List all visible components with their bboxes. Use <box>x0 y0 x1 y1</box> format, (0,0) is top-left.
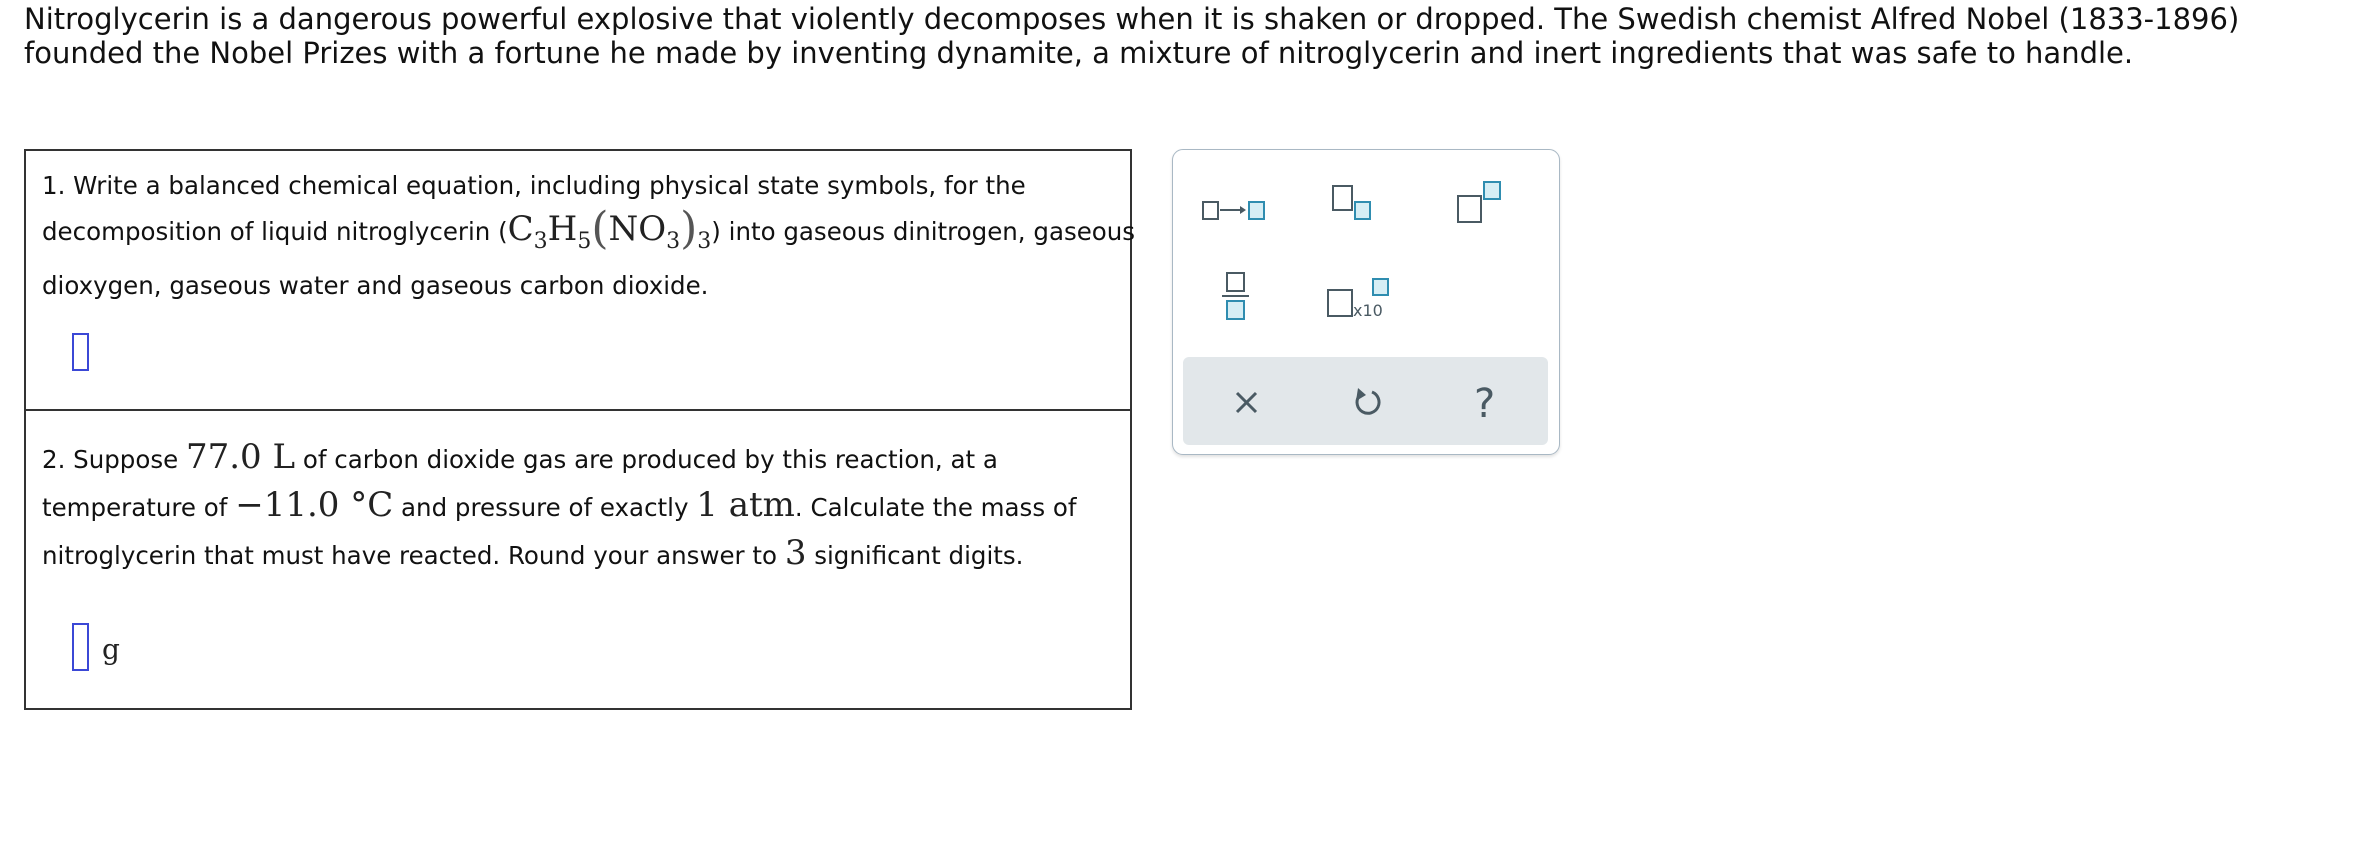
clear-icon <box>1216 371 1276 431</box>
scientific-notation-icon <box>1323 270 1413 330</box>
volume-value: 77.0 <box>185 437 262 477</box>
formula-h-sub: 5 <box>577 229 592 254</box>
help-button[interactable] <box>1456 371 1516 431</box>
q2-line-1-pre: 2. Suppose <box>42 445 186 474</box>
nitroglycerin-formula <box>507 203 712 254</box>
q1-line-2 <box>42 203 1136 254</box>
sig-digits-value: 3 <box>784 533 807 573</box>
question-2 <box>26 411 1130 710</box>
pressure-unit: atm <box>728 485 795 525</box>
equation-answer-input[interactable] <box>72 333 89 371</box>
x10-label: x10 <box>1353 301 1383 320</box>
temperature-unit-space <box>339 485 350 525</box>
q2-line-3 <box>42 533 1023 573</box>
mass-answer-input[interactable] <box>72 623 89 671</box>
question-panel <box>24 149 1136 710</box>
formula-open-paren: ( <box>591 203 609 254</box>
formula-close-paren: ) <box>680 203 698 254</box>
undo-icon <box>1336 371 1396 431</box>
pressure-unit-space <box>718 485 729 525</box>
q1-line-2-post: ) into gaseous dinitrogen, gaseous <box>711 217 1136 246</box>
formula-no-sub: 3 <box>666 229 681 254</box>
formula-c: C <box>507 209 534 249</box>
q2-line-3-post: significant digits. <box>806 541 1024 570</box>
subscript-template-icon <box>1328 176 1408 236</box>
formula-h: H <box>547 209 578 249</box>
arrow-template-icon <box>1198 180 1278 240</box>
fraction-template-button[interactable] <box>1218 270 1298 330</box>
superscript-template-icon <box>1453 176 1533 236</box>
temperature-unit: °C <box>350 485 394 525</box>
help-icon <box>1456 371 1516 431</box>
subscript-template-button[interactable] <box>1328 176 1408 236</box>
pressure-value: 1 <box>696 485 718 525</box>
q1-line-2-pre: decomposition of liquid nitroglycerin ( <box>42 217 508 246</box>
q1-line-3: dioxygen, gaseous water and gaseous carbon dioxide. <box>42 271 709 300</box>
q2-line-1-post: of carbon dioxide gas are produced by this reaction, at a <box>295 445 998 474</box>
problem-intro: Nitroglycerin is a dangerous powerful explosive that violently decomposes when it is shaken or dropped. The Swedish chemist Alfred Nobel (1833-1896) founded the Nobel Prizes with a fortune he made by inventing dynamite, a mixture of nitroglycerin and inert ingredients that was safe to handle. <box>24 2 2240 70</box>
temperature-value: −11.0 <box>235 485 340 525</box>
undo-button[interactable] <box>1336 371 1396 431</box>
volume-unit: L <box>272 437 296 477</box>
formula-outer-sub: 3 <box>697 229 712 254</box>
toolbar-action-bar <box>1183 357 1548 445</box>
q2-line-1 <box>42 437 998 477</box>
formula-no: NO <box>608 209 667 249</box>
mass-unit: g <box>102 633 120 666</box>
arrow-template-button[interactable] <box>1198 180 1278 240</box>
q2-line-2-mid: and pressure of exactly <box>393 493 697 522</box>
q2-line-2 <box>42 485 1077 525</box>
math-input-toolbar <box>1172 149 1560 455</box>
question-1 <box>26 151 1136 411</box>
clear-button[interactable] <box>1216 371 1276 431</box>
q2-line-3-pre: nitroglycerin that must have reacted. Round your answer to <box>42 541 785 570</box>
q1-line-1: 1. Write a balanced chemical equation, including physical state symbols, for the <box>42 171 1026 200</box>
volume-unit-space <box>262 437 273 477</box>
fraction-template-icon <box>1218 270 1278 330</box>
scientific-notation-button[interactable] <box>1323 270 1413 330</box>
q2-line-2-pre: temperature of <box>42 493 236 522</box>
superscript-template-button[interactable] <box>1453 176 1533 236</box>
formula-c-sub: 3 <box>533 229 548 254</box>
q2-line-2-post: . Calculate the mass of <box>794 493 1077 522</box>
help-glyph: ? <box>1474 381 1496 427</box>
